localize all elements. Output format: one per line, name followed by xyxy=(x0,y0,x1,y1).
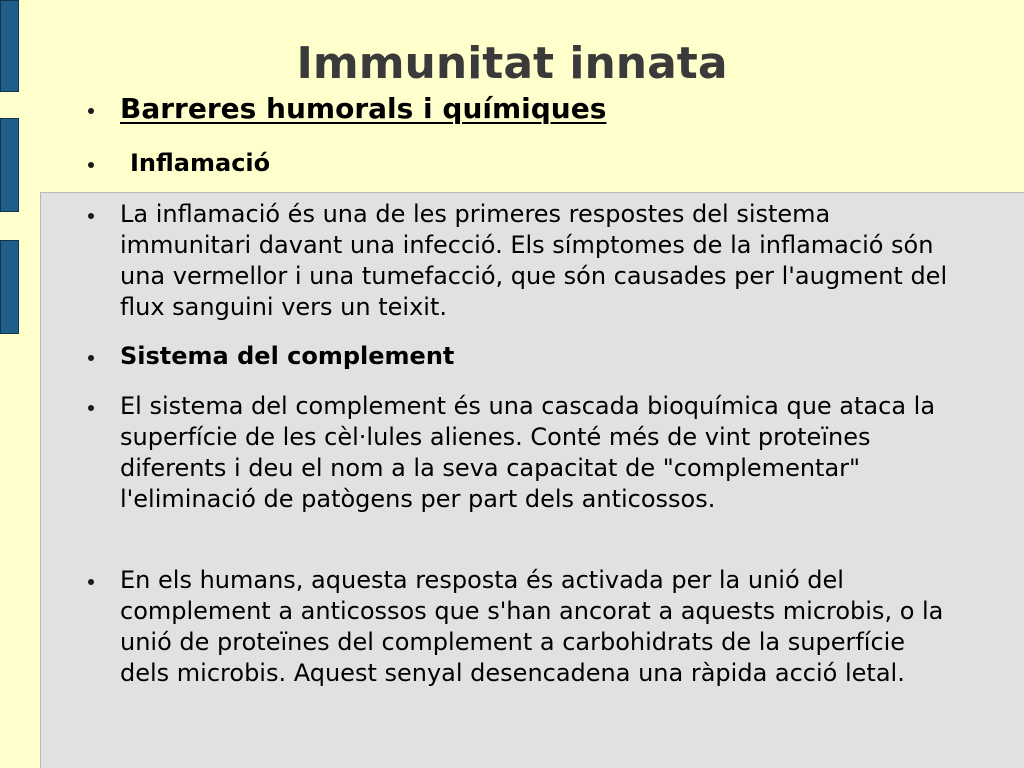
bullet-heading-inflamacio: Inflamació xyxy=(130,148,970,179)
bullet-heading-barreres: Barreres humorals i químiques xyxy=(120,91,960,127)
decorative-side-bar-2 xyxy=(0,118,19,212)
bullet-paragraph-complement: El sistema del complement és una cascada bioquímica que ataca la superfície de les cèl·lules alienes. Conté més de vint proteïnes diferents i deu el nom a la seva capacitat de "complementar" l'eliminació de patògens per part dels anticossos. xyxy=(120,391,960,515)
slide-title: Immunitat innata xyxy=(296,38,728,89)
bullet-paragraph-humans: En els humans, aquesta resposta és activada per la unió del complement a anticossos que s'han ancorat a aquests microbis, o la unió de proteïnes del complement a carbohidrats de la superfície dels microbis. Aquest senyal desencadena una ràpida acció letal. xyxy=(120,565,960,689)
decorative-side-bar-3 xyxy=(0,240,19,334)
bullet-paragraph-inflamacio: La inflamació és una de les primeres respostes del sistema immunitari davant una infecció. Els símptomes de la inflamació són una vermellor i una tumefacció, que són causades per l'augment del flux sanguini vers un teixit. xyxy=(120,199,960,323)
bullet-heading-complement: Sistema del complement xyxy=(120,341,960,372)
